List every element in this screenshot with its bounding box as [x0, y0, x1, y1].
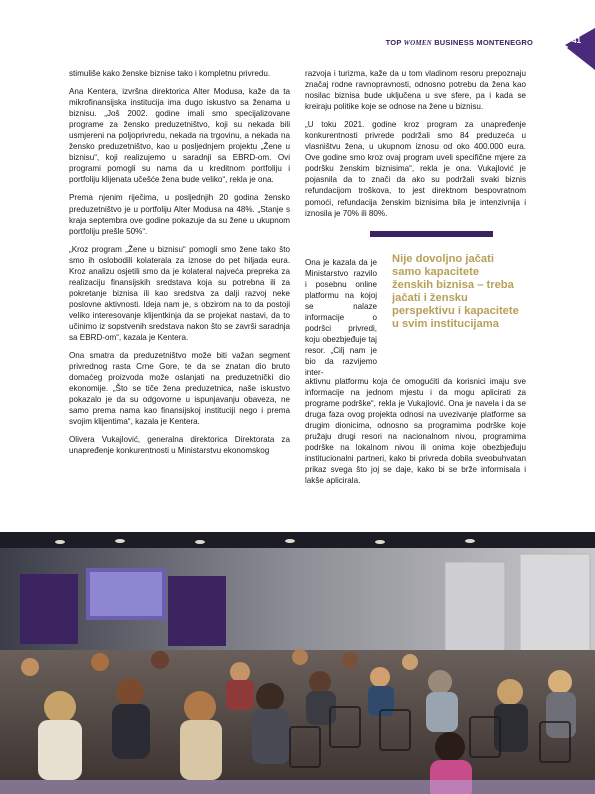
running-title-pre: TOP — [385, 38, 404, 47]
pull-quote-rule — [370, 231, 493, 237]
stage-banner-right — [168, 576, 226, 646]
paragraph: Ona je kazala da je Ministarstvo razvilo i posebnu online platformu na kojoj se nalaze informacije o podršci privredi, koju obezbjeđuje taj resor. „Cilj nam je bio da razvijemo inter- — [305, 258, 377, 378]
page-number-tab — [551, 0, 595, 70]
paragraph: razvoja i turizma, kaže da u tom vladinom resoru prepoznaju značaj rodne ravnopravnosti, odnosno potrebu da žena kao nosilac biznisa bude uključena u sve sfere, pa i kada se kreiraju politike koje se odnose na žene u biznisu. — [305, 69, 526, 112]
conference-photo-illustration — [0, 532, 595, 794]
right-column-top — [305, 68, 526, 226]
page-number: 41 — [572, 36, 581, 45]
paragraph: aktivnu platformu koja će omogućiti da korisnici imaju sve informacije na jednom mjestu i da mogu aplicirati za programe podrške“, rekla je Vukajlović. Ona je navela i da se druga faza ovog projekta odnosi na uvezivanje platforme sa drugim dionicima, odnosno sa programima podrške koje pružaju drugi resori na nacionalnom nivou, programima podrške na lokalnom nivou ili onima koje obezbjeđuju institucionalni partneri, kako bi privreda dobila sveobuhvatan prikaz svega što joj se daje, kako bi se brže informisala i lakše aplicirala. — [305, 377, 526, 486]
paragraph: stimuliše kako ženske biznise tako i kompletnu privredu. — [69, 69, 271, 78]
conference-photo — [0, 532, 595, 794]
running-title-women: WOMEN — [403, 39, 432, 47]
right-column-bottom — [305, 376, 526, 493]
left-column — [69, 68, 290, 464]
running-title — [386, 38, 533, 47]
paragraph: Prema njenim riječima, u posljednjih 20 godina žensko preduzetništvo je u portfoliju Alter Modusa na 48%. „Stanje s kraja septembra ove godine pokazuje da su žene u ukupnom portfoliju prešle 50%“. — [69, 193, 290, 236]
right-column-narrow — [305, 257, 377, 386]
paragraph: Olivera Vukajlović, generalna direktorica Direktorata za unapređenje konkurentnosti u Ministarstvu ekonomskog — [69, 435, 290, 456]
paragraph: „Kroz program „Žene u biznisu“ pomogli smo žene tako što smo ih oslobodili kolaterala za iznose do pet hiljada eura. Kroz analizu osjetili smo da je kolateral najveća prepreka za realizaciju finansijskih sredstava koja su potrebna ili za pokretanje biznisa ili kao sredstva za dalji razvoj neke poslovne aktivnosti. Ideja nam je, s obzirom na to da postoji veliko interesovanje klijentkinja da se projekat nastavi, da to učinimo iz sopstvenih sredstava nakon što se završi saradnja sa EBRD-om“, kazala je Kentera. — [69, 244, 290, 343]
paragraph: „U toku 2021. godine kroz program za unapređenje konkurentnosti privrede podržali smo 84 preduzeća u vlasništvu žena, u ukupnom iznosu od oko 400.000 eura. Ove godine smo kroz ovaj program uveli specifične mjere za podršku ženskim biznisima“, rekla je ona. Vukajlović je pojasnila da to znači da ako su podržali svaki biznis refundacijom troškova, to jest direktnom bespovratnom pomoći, refundacija ženskim biznisima bila je intenzivnija i iznosila je 70% ili 80%. — [305, 120, 526, 218]
stage-banner-left — [20, 574, 78, 644]
running-title-post: BUSINESS MONTENEGRO — [431, 38, 533, 47]
page-header — [0, 0, 595, 70]
paragraph: Ana Kentera, izvršna direktorica Alter Modusa, kaže da ta mikrofinansijska institucija ima dugo iskustvo sa ženama u biznisu. „Još 2002. godine imali smo specijalizovane programe za žensko preduzetništvo, koji su nekada bili usmjereni na poljoprivredu, nekada na trgovinu, a nekada na žensko preduzetništvo, kao u posljednjem projektu „Žene u biznisu“, koji realizujemo u saradnji sa EBRD-om. Ovi programi pomogli su nama da u kreditnom portfoliju i portfoliju klijenata učešće žena bude veliko“, rekla je ona. — [69, 87, 290, 185]
pull-quote: Nije dovoljno jačati samo kapacitete ženskih biznisa – treba jačati i žensku perspektivu i kapacitete u svim institucijama — [392, 253, 519, 331]
paragraph: Ona smatra da preduzetništvo može biti važan segment privrednog rasta Crne Gore, te da se znatan dio bruto domaćeg proizvoda može oslanjati na preduzetnički dio ekonomije. „Što se tiče žena preduzetnica, naše iskustvo pokazalo je da su odgovorne u ispunjavanju obaveza, ne samo prema nama kao finansijskoj instituciji nego i prema svojim klijentima“, kazala je Kentera. — [69, 351, 290, 427]
